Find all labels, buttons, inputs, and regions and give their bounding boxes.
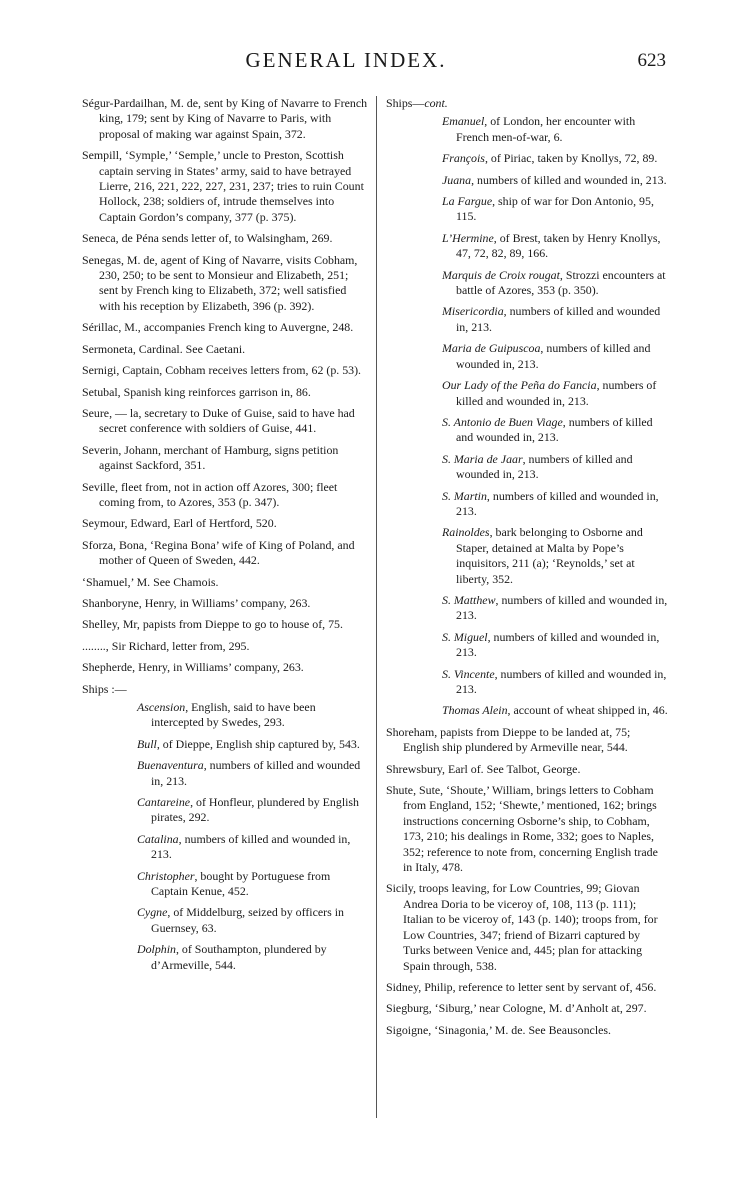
ship-entry [442, 415, 668, 446]
ship-entry [137, 942, 368, 973]
ship-entry [137, 737, 368, 752]
index-entry: Seville, fleet from, not in action off Azores, 300; fleet coming from, to Azores, 353 (p. 347). [82, 479, 338, 509]
ship-text: , numbers of killed and wounded in, 213. [456, 304, 661, 334]
ship-entry [442, 194, 668, 225]
index-entry: Shelley, Mr, papists from Dieppe to go to house of, 75. [82, 617, 343, 632]
ship-text: , Strozzi encounters at battle of Azores, 353 (p. 350). [456, 267, 666, 298]
index-entry: Setubal, Spanish king reinforces garrison in, 86. [82, 384, 311, 399]
left-entries [82, 96, 368, 676]
ship-name: S. Vincente [442, 666, 495, 681]
running-title: GENERAL INDEX. [245, 48, 447, 72]
index-entry: Sicily, troops leaving, for Low Countries, 99; Giovan Andrea Doria to be viceroy of, 108, 113 (p. 111); Italian to be viceroy of, 143 (p. 140); troops from, for Low Countries, 347; friend of Bizarri captured by Turks between Venice and, 445; plan for attacking Spain through, 538. [386, 881, 658, 973]
ship-name: Misericordia [442, 304, 504, 319]
ship-text: , numbers of killed and wounded in, 213. [151, 831, 351, 862]
index-entry: Severin, Johann, merchant of Hamburg, signs petition against Sackford, 351. [82, 442, 339, 473]
ships-heading: Ships :— [82, 681, 127, 696]
ship-name: Ascension [137, 700, 186, 714]
right-entries [386, 725, 668, 1038]
ship-entry [442, 151, 668, 166]
ship-text: , bark belonging to Osborne and Staper, detained at Malta by Pope’s inquisitors, 211 (a); ‘Reynolds,’ set at liberty, 352. [456, 525, 643, 586]
ship-text: , numbers of killed and wounded in, 213. [471, 172, 667, 187]
ship-text: , of London, her encounter with French men-of-war, 6. [456, 114, 636, 144]
ship-name: S. Antonio de Buen Viage [442, 414, 563, 429]
ship-name: Rainoldes [442, 525, 490, 540]
ship-text: , numbers of killed and wounded in, 213. [456, 592, 668, 623]
ship-entry [442, 452, 668, 483]
ship-text: , numbers of killed and wounded in, 213. [456, 451, 633, 482]
ship-name: Marquis de Croix rougat [442, 267, 560, 282]
page-header [0, 48, 748, 76]
index-entry: Shanboryne, Henry, in Williams’ company, 263. [82, 595, 311, 610]
ship-text: , account of wheat shipped in, 46. [507, 703, 668, 718]
index-entry: Sempill, ‘Symple,’ ‘Semple,’ uncle to Preston, Scottish captain serving in States’ army, said to have betrayed Lierre, 216, 221, 222, 227, 231, 237; tries to ruin Count Hollock, 238; soldiers of, intrude themselves into Captain Gordon’s company, 377 (p. 375). [82, 148, 364, 224]
ship-name: S. Matthew [442, 592, 496, 607]
ship-text: , numbers of killed and wounded in, 213. [456, 666, 667, 696]
ship-name: S. Martin [442, 488, 487, 503]
ship-entry [442, 525, 668, 587]
ship-name: Emanuel [442, 114, 485, 129]
ship-name: S. Maria de Jaar [442, 451, 523, 466]
ship-text: , of Piriac, taken by Knollys, 72, 89. [484, 151, 658, 166]
ship-name: Bull [137, 736, 157, 751]
ship-entry [442, 114, 668, 145]
index-entry: Sforza, Bona, ‘Regina Bona’ wife of King of Poland, and mother of Queen of Sweden, 442. [82, 537, 355, 568]
ship-entry [442, 268, 668, 299]
ship-entry [137, 869, 368, 900]
ship-name: Our Lady of the Peña do Fancia [442, 378, 597, 393]
index-entry: Sernigi, Captain, Cobham receives letters from, 62 (p. 53). [82, 363, 362, 378]
ship-text: , numbers of killed and wounded in, 213. [151, 758, 361, 788]
left-column [82, 96, 368, 979]
ship-entry [442, 173, 668, 188]
index-entry: Ségur-Pardailhan, M. de, sent by King of Navarre to French king, 179; sent by King of Navarre to Paris, with proposal of making war against Spain, 372. [82, 96, 368, 141]
ship-name: Cygne [137, 905, 168, 920]
ship-entry [442, 703, 668, 718]
ship-text: , of Middelburg, seized by officers in Guernsey, 63. [151, 905, 344, 935]
index-entry: Seure, — la, secretary to Duke of Guise, said to have had secret conference with soldiers of Guise, 441. [82, 405, 355, 436]
ship-name: Buenaventura [137, 758, 204, 773]
ship-name: Juana [442, 172, 472, 187]
ship-name: S. Miguel [442, 629, 488, 644]
ship-text: , bought by Portuguese from Captain Kenue, 452. [151, 868, 331, 899]
ship-name: Cantareine [137, 795, 191, 810]
ship-entry [137, 795, 368, 826]
index-entry: Shute, Sute, ‘Shoute,’ William, brings letters to Cobham from England, 152; ‘Shewte,’ mentioned, 162; brings instructions concerning Osborne’s ship, to Cobham, 173, 210; his dealings in Rome, 332; goes to Naples, 352; reference to note from, concerning English trade in Italy, 478. [386, 783, 658, 875]
index-entry: Sermoneta, Cardinal. See Caetani. [82, 341, 246, 356]
index-entry: Shepherde, Henry, in Williams’ company, 263. [82, 660, 304, 675]
index-entry: Sidney, Philip, reference to letter sent by servant of, 456. [386, 979, 657, 994]
ship-entry [137, 700, 368, 731]
ship-text: , numbers of killed and wounded in, 213. [456, 629, 660, 660]
ship-entry [137, 905, 368, 936]
ship-text: , numbers of killed and wounded in, 213. [456, 378, 657, 408]
index-entry: Senegas, M. de, agent of King of Navarre, visits Cobham, 230, 250; to be sent to Monsieur and Elizabeth, 251; sent by French king to Elizabeth, 372; well satisfied with his reception by Elizabeth, 396 (p. 392). [82, 252, 358, 313]
ship-entry [137, 758, 368, 789]
index-entry: Seneca, de Péna sends letter of, to Walsingham, 269. [82, 231, 333, 246]
ship-text: , of Dieppe, English ship captured by, 543. [156, 736, 360, 751]
ship-text: , ship of war for Don Antonio, 95, 115. [456, 194, 654, 224]
index-entry: ‘Shamuel,’ M. See Chamois. [82, 574, 219, 589]
ship-name: Dolphin [137, 942, 176, 957]
ships-cont-label: Ships— [386, 96, 425, 110]
ship-name: Maria de Guipuscoa [442, 341, 541, 356]
ship-entry [442, 341, 668, 372]
ship-text: , of Brest, taken by Henry Knollys, 47, 72, 82, 89, 166. [456, 230, 661, 261]
ship-entry [442, 667, 668, 698]
ship-name: Christopher [137, 868, 195, 883]
ship-name: La Fargue [442, 194, 493, 209]
column-divider [376, 96, 377, 1118]
index-entry: Seymour, Edward, Earl of Hertford, 520. [82, 516, 277, 531]
ship-name: Thomas Alein [442, 703, 508, 718]
ship-entry [442, 304, 668, 335]
ship-text: , numbers of killed and wounded in, 213. [456, 341, 651, 371]
ship-entry [442, 231, 668, 262]
ships-cont-suffix: cont. [424, 96, 448, 110]
ship-text: , numbers of killed and wounded in, 213. [456, 488, 659, 518]
ship-text: , English, said to have been intercepted by Swedes, 293. [151, 700, 316, 730]
right-ships-list [442, 114, 668, 718]
ship-text: , of Honfleur, plundered by English pirates, 292. [151, 795, 359, 825]
index-entry: Sérillac, M., accompanies French king to Auvergne, 248. [82, 320, 354, 335]
ship-name: Catalina [137, 831, 179, 846]
ship-entry [442, 489, 668, 520]
index-entry: Siegburg, ‘Siburg,’ near Cologne, M. d’Anholt at, 297. [386, 1001, 647, 1016]
ship-text: , numbers of killed and wounded in, 213. [456, 414, 653, 445]
index-entry: Shrewsbury, Earl of. See Talbot, George. [386, 761, 581, 776]
ships-cont-heading [386, 96, 668, 111]
ship-name: François [442, 151, 485, 166]
ship-entry [137, 832, 368, 863]
index-entry: ........, Sir Richard, letter from, 295. [82, 638, 250, 653]
right-column [386, 96, 668, 1044]
ship-text: , of Southampton, plundered by d’Armeville, 544. [151, 942, 327, 972]
ship-name: L’Hermine [442, 230, 494, 245]
ship-entry [442, 378, 668, 409]
left-ships-list [137, 700, 368, 973]
ship-entry [442, 593, 668, 624]
ship-entry [442, 630, 668, 661]
index-entry: Sigoigne, ‘Sinagonia,’ M. de. See Beausoncles. [386, 1022, 611, 1037]
index-entry: Shoreham, papists from Dieppe to be landed at, 75; English ship plundered by Armeville near, 544. [386, 724, 631, 755]
page-number: 623 [637, 50, 666, 71]
